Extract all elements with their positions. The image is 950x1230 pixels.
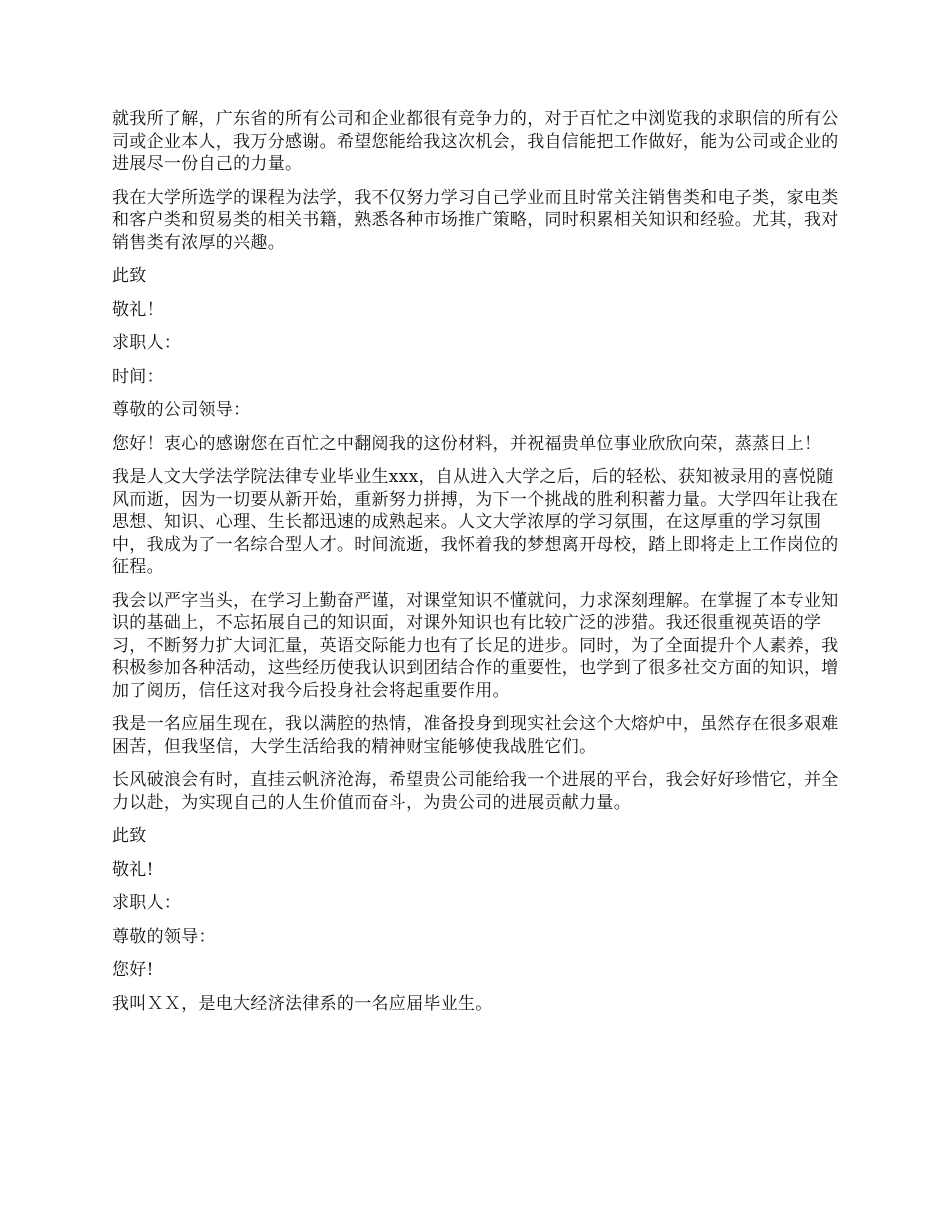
paragraph: 您好！衷心的感谢您在百忙之中翻阅我的这份材料，并祝福贵单位事业欣欣向荣，蒸蒸日上！ — [112, 433, 822, 454]
greeting-line: 尊敬的公司领导： — [112, 400, 251, 420]
paragraph: 我在大学所选学的课程为法学，我不仅努力学习自己学业而且时常关注销售类和电子类，家电类和客户类和贸易类的相关书籍，熟悉各种市场推广策略，同时积累相关知识和经验。尤其，我对销售类有浓厚的兴趣。 — [112, 187, 839, 253]
salutation-line: 敬礼! — [112, 859, 154, 880]
paragraph: 我是一名应届生现在，我以满腔的热情，准备投身到现实社会这个大熔炉中，虽然存在很多艰难困苦，但我坚信，大学生活给我的精神财宝能够使我战胜它们。 — [112, 714, 839, 757]
hello-line: 您好! — [112, 960, 154, 980]
document-body — [112, 108, 842, 1026]
applicant-line: 求职人： — [112, 333, 182, 353]
paragraph: 长风破浪会有时，直挂云帆济沧海，希望贵公司能给我一个进展的平台，我会好好珍惜它，并全力以赴，为实现自己的人生价值而奋斗，为贵公司的进展贡献力量。 — [112, 770, 839, 813]
greeting-line: 尊敬的领导： — [112, 926, 216, 947]
paragraph: 就我所了解，广东省的所有公司和企业都很有竞争力的，对于百忙之中浏览我的求职信的所有公司或企业本人，我万分感谢。希望您能给我这次机会，我自信能把工作做好，能为公司或企业的进展尽一份自己的力量。 — [112, 109, 839, 174]
paragraph: 我叫ＸＸ，是电大经济法律系的一名应届毕业生。 — [112, 993, 493, 1014]
date-line: 时间： — [112, 366, 164, 387]
paragraph: 我会以严字当头，在学习上勤奋严谨，对课堂知识不懂就问，力求深刻理解。在掌握了本专业知识的基础上，不忘拓展自己的知识面，对课外知识也有比较广泛的涉猎。我还很重视英语的学习，不断努力扩大词汇量，英语交际能力也有了长足的进步。同时，为了全面提升个人素养，我积极参加各种活动，这些经历使我认识到团结合作的重要性，也学到了很多社交方面的知识，增加了阅历，信任这对我今后投身社会将起重要作用。 — [112, 590, 839, 701]
salutation-line: 敬礼！ — [112, 299, 164, 320]
applicant-line: 求职人： — [112, 893, 182, 913]
closing-line: 此致 — [112, 826, 147, 846]
paragraph: 我是人文大学法学院法律专业毕业生xxx，自从进入大学之后，后的轻松、获知被录用的喜悦随风而逝，因为一切要从新开始，重新努力拼搏，为下一个挑战的胜利积蓄力量。大学四年让我在思想、知识、心理、生长都迅速的成熟起来。人文大学浓厚的学习氛围，在这厚重的学习氛围中，我成为了一名综合型人才。时间流逝，我怀着我的梦想离开母校，踏上即将走上工作岗位的征程。 — [112, 467, 839, 577]
closing-line: 此致 — [112, 266, 147, 286]
